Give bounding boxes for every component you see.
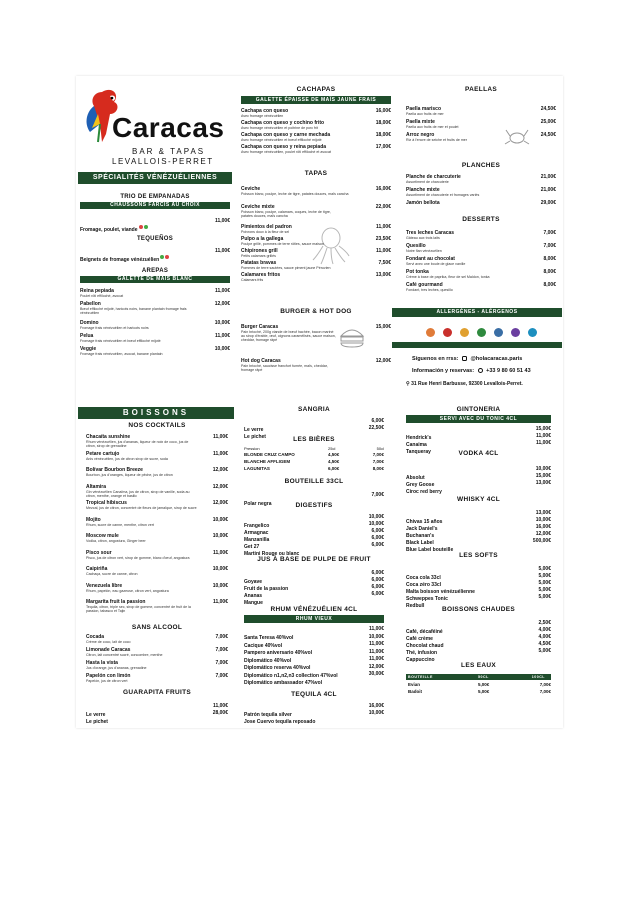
menu-item: [86, 634, 228, 644]
item-name: Tropical hibiscus: [86, 500, 127, 506]
item-desc: Tequila, citron, triple sec, sirop de gomme, concentré de fruit de la passion, tabasco et Tajin: [86, 605, 191, 613]
item-desc: Gin vénézuélien Canaïma, jus de citron, sirop de vanille, soda au citron, menthe, orange et basilic: [86, 489, 190, 498]
menu-item: Fromage, poulet, viande 11,00€: [80, 218, 230, 233]
band-boissons: BOISSONS: [78, 407, 234, 419]
item-price: 11,00€: [368, 648, 384, 655]
item-name: Margarita fruit la passion: [86, 599, 146, 605]
menu-item: [244, 671, 384, 689]
brand-name: Caracas: [112, 112, 225, 143]
planches-title: PLANCHES: [461, 162, 501, 169]
allergen-icons: [406, 324, 556, 342]
bouteille-title: BOUTEILLE 33CL: [284, 478, 344, 485]
vodka-title: VODKA 4CL: [458, 450, 499, 457]
item-name: Mangue: [244, 600, 263, 606]
menu-item: Reina pepiada 11,00€ Poulet rôti effiloché, avocat: [80, 288, 230, 298]
eaux-header: BOUTEILLE 50CL 100CL: [406, 674, 551, 680]
item-price: 7,00€: [215, 647, 228, 653]
item-name: Chocolat chaud: [406, 643, 444, 649]
sansalcool-title: SANS ALCOOL: [131, 624, 183, 631]
tapas-title: TAPAS: [304, 170, 328, 177]
menu-item: Ceviche mixte 22,00€ Poisson blanc, poulpe, calamars, coques, leche de tigre, patates douces, maïs cancha: [241, 204, 391, 218]
burger-title: BURGER & HOT DOG: [280, 308, 352, 315]
menu-item: Calamares fritos 13,00€ Calamars frits: [241, 272, 391, 282]
menu-item: Le verre 11,00€: [86, 703, 228, 718]
menu-item: Le pichet 28,00€: [86, 710, 228, 725]
menu-item: [86, 673, 228, 683]
item-desc: Mezcal, jus de citron, concentré de fleurs de jamaïque, sirop de sucre: [86, 506, 197, 510]
menu-item: Chipirones grill 11,00€ Petits calamars grillés: [241, 248, 391, 258]
menu-item: Pulpo a la gallega 23,50€ Poulpe grillé, pommes de terre rôties, sauce maison: [241, 236, 391, 246]
arepas-band: GALETTE DE MAÏS BLANC: [80, 276, 230, 283]
item-name: Altamira: [86, 483, 107, 490]
item-name: Petare cartujo: [86, 450, 120, 457]
item-price: 10,00€: [535, 466, 551, 472]
menu-item: Pabellon 12,00€ Bœuf effiloché mijoté, haricots noirs, banane plantain fromage frais vénézuélien: [80, 301, 230, 315]
address: 31 Rue Henri Barbusse, 92300 Levallois-Perret.: [411, 381, 523, 387]
social-line: [412, 356, 522, 362]
item-name: Buchanan's: [406, 533, 435, 539]
menu-item: Polar negra 7,00€: [244, 492, 384, 507]
item-name: Jack Daniel's: [406, 526, 438, 532]
item-name: Chacaíta sunshine: [86, 434, 131, 440]
menu-item: [86, 566, 228, 576]
menu-sheet: Caracas BAR & TAPAS LEVALLOIS-PERRET SPÉCIALITÉS VÉNÉZUÉLIENNES TRIO DE EMPANADAS CHAUSSONS FARCIS AU CHOIX Fromage, poulet, viande 11,00€ TEQUEÑOS Beignets de fromage vénézuélien 11,00€ AREPAS GALETTE DE MAÏS BLANC Reina pepiada 11,00€ Poulet rôti effiloché, avocat Pabellon 12,00€ Bœuf effiloché mijoté, haricots noirs, banane plantain fromage frais vénézuélien Domino 10,00€ Fromage frais vénézuélien et haricots noirs Pelua 11,00€ Fromage frais vénézuélien et bœuf effiloché mijoté Veggie 10,00€ Fromage frais vénézuélien, avocat, banane plantain CACHAPAS GALETTE ÉPAISSE DE MAÏS JAUNE FRAIS Cachapa con queso 16,00€ Avec fromage vénézuélien Cachapa con queso y cochino frito 18,00€ Avec fromage vénézuélien et poitrine de porc frit Cachapa con queso y carne mechada 18,00€ Avec fromage vénézuélien et bœuf effiloché mijoté Cachapa con queso y reina pepiada 17,00€ Avec fromage vénézuélien, poulet rôti effiloché et avocat TAPAS Ceviche 16,00€ Poisson blanc, poulpe, leche de tigre, patates douces, maïs cancha Ceviche mixte 22,00€ Poisson blanc, poulpe, calamars, coques, leche de tigre, patates douces, maïs cancha Pimientos del padron 11,00€ Poivrons doux à la fleur de sel Pulpo a la gallega 23,50€ Poulpe grillé, pommes de terre rôties, sauce maison Chipirones grill 11,00€ Petits calamars grillés Patatas bravas 7,50€ Pommes de terre sautées, sauce piment jaune Péruvien Calamares fritos 13,00€ Calamars frits BURGER & HOT DOG Burger Caracas 15,00€ Pain brioché, 200g viande de bœuf hachée, bacon mariné au sirop d'érable, œuf, oignons caramélisés, sauce maison, cheddar, fromage râpé Hot dog Caracas 12,00€ Pain brioché, saucisse francfort fumée, maïs, cheddar, fromage râpé PAELLAS Paella marisco 24,50€ Paella aux fruits de mer Paella mixte 25,00€ Paella aux fruits de mer et poulet Arroz negro 24,50€ Riz à l'encre de seiche et fruits de mer PLANCHES Planche de charcuterie 21,00€ Assortiment de charcuterie Planche mixte 21,00€ Assortiment de charcuterie et fromages variés Jamón bellota 29,00€ DESSERTS Tres leches Caracas 7,00€ Gâteau aux trois laits Quesillo 7,00€ Notre flan vénézuélien Fondant au chocolat 8,00€ Servi avec une boule de glace vanille Pot tonka 8,00€ Crème à base de paprika, fleur de sel Maldon, tonka Café gourmand 8,00€ Fondant, tres leches, quesillo ALLERGÈNES - ALÉRGENOS Síguenos en rrss: @holacaracas.paris Información y reservas: +33 9 80 60 51 43 ⚲ 31 Rue Henri Barbusse, 92300 Levallois-Perret. BOISSONS NOS COCKTAILS Chacaíta sunshine 11,00€ Rhum vénézuélien, jus d'ananas, liqueur de noix de coco, jus de citron, sirop de grenadine Petare cartujo 11,00€ Anis vénézuélien, jus de citron sirop de sucre, soda Bolívar Bourbon Breeze 12,00€ Bourbon, jus d'oranges, liqueur de pêche, jus de citron Altamira 12,00€ Gin vénézuélien Canaïma, jus de citron, sirop de vanille, soda au citron, menthe, orange et basilic Tropical hibiscus 12,00€ Mezcal, jus de citron, concentré de fleurs de jamaïque, sirop de sucre Mojito 10,00€ Rhum, sucre de canne, menthe, citron vert Moscow mule 10,00€ Vodka, citron, angostura, Ginger beer Pisco sour 11,00€ Pisco, jus de citron vert, sirop de gomme, blanc d'œuf, angostura Caipiriña 10,00€ Cachaça, sucre de canne, citron Venezuela libre 10,00€ Rhum, papelón, eau gazeuse, citron vert, angostura Margarita fruit la passion 11,00€ Tequila, citron, triple sec, sirop de gomme, concentré de fruit de la passion, tabasco et Tajin SANS ALCOOL Cocada 7,00€ Crème de coco, lait de coco Limonade Caracas 7,00€ Citron, lait concentré sucré, concombre, menthe Hasta la vista 7,00€ Jus d'orange, jus d'ananas, grenadine Papelón con limón 7,00€ Papelón, jus de citron vert GUARAPITA FRUITS Le verre 11,00€ Le pichet 28,00€ SANGRIA Le verre 6,00€ Le pichet 22,50€ LES BIÈRES Pression 25cl 50cl BLONDE CRUZ CAMPO 4,50€ 7,00€ BLANCHE AFFLIGEM 4,50€ 7,00€ LAGUNITAS 6,00€ 8,00€ BOUTEILLE 33CL Polar negra 7,00€ DIGESTIFS Frangelico 10,00€ Armagnac 10,00€ Manzanilla 6,00€ Get 27 6,00€ Martini Rouge ou blanc 6,00€ JUS À BASE DE PULPE DE FRUIT Goyave 6,00€ Fruit de la passion 6,00€ Ananas 6,00€ Mangue 6,00€ RHUM VÉNÉZUÉLIEN 4CL RHUM VIEUX Santa Teresa 40%vol 11,00€ Cacique 40%vol 10,00€ Pampero aniversario 40%vol 11,00€ Diplomático 40%vol 11,00€ Diplomático reserva 40%vol 11,00€ Diplomático n1,n2,n3 collection 47%vol 12,00€ Diplomático ambassador 47%vol 30,00€ TEQUILA 4CL Patrón tequila silver 16,00€ Jose Cuervo tequila reposado 10,00€ GINTONERIA SERVI AVEC DU TONIC 4CL Hendrick's 15,00€ Canaima 11,00€ Tanqueray 11,00€ VODKA 4CL Absolut 10,00€ Grey Goose 15,00€ Ciroc red berry 13,00€ WHISKY 4CL Chivas 15 años 13,00€ Jack Daniel's 10,00€ Buchanan's 16,00€ Black Label 12,00€ Blue Label bouteille 500,00€ LES SOFTS Coca cola 33cl 5,00€ Coca zéro 33cl 5,00€ Malta boisson vénézuélienne 5,00€ Schweppes Tonic 5,00€ Redbull 5,00€ BOISSONS CHAUDES Café, décaféiné 2,50€ Café crème 4,00€ Chocolat chaud 4,00€ Thé, infusion 4,50€ Cappuccino 5,00€ LES EAUX BOUTEILLE 50CL 100CL Evian 5,00€ 7,00€ Badoit 5,00€ 7,00€: [76, 76, 563, 728]
item-name: Redbull: [406, 603, 425, 609]
item-price: 6,00€: [371, 577, 384, 583]
eaux-title: LES EAUX: [461, 662, 496, 669]
menu-item: [86, 550, 228, 560]
menu-item: Planche mixte 21,00€ Assortiment de charcuterie et fromages variés: [406, 187, 556, 197]
item-name: Ananas: [244, 593, 263, 599]
item-price: 5,00€: [538, 573, 551, 579]
item-price: 11,00€: [212, 549, 228, 556]
menu-item: Ceviche 16,00€ Poisson blanc, poulpe, leche de tigre, patates douces, maïs cancha: [241, 186, 391, 196]
menu-item: Patatas bravas 7,50€ Pommes de terre sautées, sauce piment jaune Péruvien: [241, 260, 391, 270]
item-price: 5,00€: [538, 566, 551, 572]
menu-item: [86, 484, 228, 498]
whatsapp-icon: [478, 368, 483, 373]
item-desc: Jus d'orange, jus d'ananas, grenadine: [86, 666, 147, 670]
octopus-icon: [311, 226, 351, 266]
item-price: 10,00€: [212, 516, 228, 523]
menu-item: [86, 599, 228, 613]
menu-item: Quesillo 7,00€ Notre flan vénézuélien: [406, 243, 556, 253]
softs-title: LES SOFTS: [459, 552, 498, 559]
item-price: 10,00€: [212, 582, 228, 589]
location-icon: ⚲: [406, 381, 410, 387]
menu-item: Burger Caracas 15,00€ Pain brioché, 200g viande de bœuf hachée, bacon mariné au sirop d'érable, œuf, oignons caramélisés, sauce maison, cheddar, fromage râpé: [241, 324, 391, 342]
item-name: Get 27: [244, 544, 260, 550]
menu-item: Paella marisco 24,50€ Paella aux fruits de mer: [406, 106, 556, 116]
item-name: Cacique 40%vol: [244, 642, 283, 649]
brand-city: LEVALLOIS-PERRET: [112, 157, 214, 166]
menu-item: Jamón bellota 29,00€: [406, 200, 556, 206]
info-label: Información y reservas:: [412, 368, 475, 374]
menu-item: Cachapa con queso 16,00€ Avec fromage vénézuélien: [241, 108, 391, 118]
item-name: Hasta la vista: [86, 660, 118, 666]
item-desc: Crème de coco, lait de coco: [86, 640, 131, 644]
item-name: Limonade Caracas: [86, 647, 131, 653]
item-name: Malta boisson vénézuélienne: [406, 589, 475, 595]
whisky-title: WHISKY 4CL: [457, 496, 500, 503]
allergen-icon: [426, 328, 435, 337]
social-handle[interactable]: @holacaracas.paris: [470, 356, 523, 362]
item-name: Chivas 15 años: [406, 519, 443, 525]
allergenes-band: ALLERGÈNES - ALÉRGENOS: [392, 308, 562, 317]
menu-item: [86, 451, 228, 461]
item-price: 30,00€: [368, 671, 384, 677]
menu-item: Jose Cuervo tequila reposado 10,00€: [244, 710, 384, 725]
item-price: 10,00€: [368, 633, 384, 640]
item-price: 16,00€: [535, 524, 551, 530]
item-name: Bolívar Bourbon Breeze: [86, 467, 143, 473]
item-price: 11,00€: [212, 450, 228, 457]
menu-item: [86, 500, 228, 510]
guarapita-title: GUARAPITA FRUITS: [123, 689, 191, 696]
menu-item: [86, 647, 228, 657]
item-price: 4,50€: [538, 641, 551, 647]
menu-item: Cachapa con queso y reina pepiada 17,00€ Avec fromage vénézuélien, poulet rôti effiloché et avocat: [241, 144, 391, 154]
item-name: Diplomático reserva 40%vol: [244, 665, 311, 671]
band-specialites: SPÉCIALITÉS VÉNÉZUÉLIENNES: [78, 172, 232, 184]
allergen-icon: [528, 328, 537, 337]
item-price: 13,00€: [535, 510, 551, 516]
item-name: Cappuccino: [406, 657, 435, 663]
item-name: Moscow mule: [86, 533, 119, 539]
item-name: Café crème: [406, 636, 433, 642]
item-name: Venezuela libre: [86, 582, 123, 589]
item-price: 12,00€: [535, 531, 551, 537]
item-price: 5,00€: [538, 580, 551, 586]
burger-icon: [339, 326, 365, 348]
chaudes-title: BOISSONS CHAUDES: [441, 606, 516, 613]
empanadas-title: TRIO DE EMPANADAS: [120, 194, 190, 200]
menu-item: Pot tonka 8,00€ Crème à base de paprika, fleur de sel Maldon, tonka: [406, 269, 556, 279]
item-price: 7,00€: [215, 634, 228, 640]
arepas-title: AREPAS: [141, 268, 169, 274]
item-price: 11,00€: [368, 641, 384, 647]
item-desc: Citron, lait concentré sucré, concombre, menthe: [86, 653, 163, 657]
item-price: 6,00€: [371, 591, 384, 597]
menu-item: [86, 533, 228, 543]
item-price: 6,00€: [371, 528, 384, 534]
allergen-icon: [443, 328, 452, 337]
item-price: 5,00€: [538, 587, 551, 593]
allergen-icon: [511, 328, 520, 337]
item-price: 12,00€: [212, 483, 228, 490]
item-price: 11,00€: [535, 433, 551, 439]
item-price: 10,00€: [535, 517, 551, 523]
menu-item: Planche de charcuterie 21,00€ Assortiment de charcuterie: [406, 174, 556, 184]
item-price: 7,00€: [215, 673, 228, 679]
item-price: 15,00€: [535, 426, 551, 432]
item-name: Diplomático n1,n2,n3 collection 47%vol: [244, 672, 338, 679]
item-name: Thé, infusion: [406, 650, 438, 656]
item-name: Absolut: [406, 475, 425, 481]
item-price: 12,00€: [212, 467, 228, 473]
item-desc: Rhum, papelón, eau gazeuse, citron vert, angostura: [86, 588, 169, 593]
item-name: Diplomático ambassador 47%vol: [244, 680, 323, 686]
item-name: Santa Teresa 40%vol: [244, 635, 294, 641]
item-name: Pisco sour: [86, 549, 112, 556]
tequila-title: TEQUILA 4CL: [291, 691, 337, 698]
phone-number[interactable]: +33 9 80 60 51 43: [486, 368, 531, 374]
item-name: Tanqueray: [406, 449, 431, 455]
item-name: Coca zéro 33cl: [406, 582, 442, 588]
menu-item: [86, 467, 228, 477]
item-price: 15,00€: [535, 473, 551, 479]
item-price: 11,00€: [535, 440, 551, 446]
menu-item: Le pichet 22,50€: [244, 425, 384, 440]
item-name: Mojito: [86, 516, 101, 523]
item-price: 4,00€: [538, 634, 551, 640]
item-name: Pampero aniversario 40%vol: [244, 650, 313, 656]
item-price: 10,00€: [212, 533, 228, 539]
allergen-icon: [494, 328, 503, 337]
item-price: 10,00€: [368, 521, 384, 527]
menu-item: Veggie 10,00€ Fromage frais vénézuélien, avocat, banane plantain: [80, 346, 230, 356]
item-name: Armagnac: [244, 530, 269, 536]
desserts-title: DESSERTS: [462, 216, 500, 223]
item-price: 11,00€: [368, 656, 384, 662]
item-price: 10,00€: [368, 514, 384, 520]
item-name: Canaima: [406, 442, 427, 448]
logo: [82, 84, 227, 166]
item-name: Hendrick's: [406, 435, 432, 441]
menu-item: Beignets de fromage vénézuélien 11,00€: [80, 248, 230, 263]
item-name: Manzanilla: [244, 537, 270, 543]
item-desc: Pisco, jus de citron vert, sirop de gomme, blanc d'œuf, angostura: [86, 555, 190, 560]
item-price: 2,50€: [538, 620, 551, 626]
item-price: 11,00€: [368, 626, 384, 632]
item-desc: Anis vénézuélien, jus de citron sirop de sucre, soda: [86, 456, 168, 461]
item-name: Café, décaféiné: [406, 629, 443, 635]
item-name: Ciroc red berry: [406, 489, 442, 495]
menu-item: Pelua 11,00€ Fromage frais vénézuélien et bœuf effiloché mijoté: [80, 333, 230, 343]
item-price: 10,00€: [212, 566, 228, 572]
menu-item: Domino 10,00€ Fromage frais vénézuélien et haricots noirs: [80, 320, 230, 330]
item-price: 5,00€: [538, 594, 551, 600]
instagram-icon: [462, 356, 467, 361]
item-name: Caipiriña: [86, 566, 108, 572]
brand-sub: BAR & TAPAS: [132, 147, 206, 156]
paellas-title: PAELLAS: [465, 86, 497, 93]
menu-item: Patrón tequila silver 16,00€: [244, 703, 384, 718]
menu-item: Pimientos del padron 11,00€ Poivrons doux à la fleur de sel: [241, 224, 391, 234]
item-desc: Papelón, jus de citron vert: [86, 679, 128, 683]
item-price: 4,00€: [538, 627, 551, 633]
item-price: 6,00€: [371, 584, 384, 590]
item-name: Frangelico: [244, 523, 270, 529]
item-price: 500,00€: [532, 538, 551, 544]
allergen-icon: [460, 328, 469, 337]
menu-item: Tres leches Caracas 7,00€ Gâteau aux trois laits: [406, 230, 556, 240]
item-price: 6,00€: [371, 570, 384, 576]
item-desc: Rhum vénézuélien, jus d'ananas, liqueur de noix de coco, jus de citron, sirop de grenadine: [86, 440, 189, 448]
item-name: Schweppes Tonic: [406, 596, 448, 602]
item-name: Cocada: [86, 634, 105, 640]
item-price: 11,00€: [212, 434, 228, 440]
jus-title: JUS À BASE DE PULPE DE FRUIT: [257, 556, 371, 563]
menu-item: [86, 517, 228, 527]
info-line: [412, 368, 531, 374]
menu-item: Le verre 6,00€: [244, 418, 384, 433]
item-price: 12,00€: [212, 500, 228, 506]
rhum-title: RHUM VÉNÉZUÉLIEN 4CL: [270, 606, 358, 613]
gin-title: GINTONERIA: [456, 406, 501, 413]
menu-item: Arroz negro 24,50€ Riz à l'encre de seiche et fruits de mer: [406, 132, 556, 142]
cocktails-title: NOS COCKTAILS: [128, 422, 186, 429]
gin-band: SERVI AVEC DU TONIC 4CL: [406, 415, 551, 423]
social-label: Síguenos en rrss:: [412, 356, 459, 362]
item-desc: Bourbon, jus d'oranges, liqueur de pêche, jus de citron: [86, 473, 173, 477]
item-price: 6,00€: [371, 542, 384, 548]
item-name: Blue Label bouteille: [406, 547, 454, 553]
item-price: 11,00€: [212, 599, 228, 605]
item-price: 7,00€: [215, 660, 228, 666]
menu-item: Paella mixte 25,00€ Paella aux fruits de mer et poulet: [406, 119, 556, 129]
item-name: Grey Goose: [406, 482, 435, 488]
menu-item: [86, 660, 228, 670]
item-name: Black Label: [406, 540, 434, 546]
menu-item: Fondant au chocolat 8,00€ Servi avec une boule de glace vanille: [406, 256, 556, 266]
item-name: Diplomático 40%vol: [244, 657, 292, 664]
item-price: 6,00€: [371, 535, 384, 541]
digestifs-title: DIGESTIFS: [295, 502, 333, 509]
cachapas-title: CACHAPAS: [296, 86, 336, 93]
menu-item: Hot dog Caracas 12,00€ Pain brioché, saucisse francfort fumée, maïs, cheddar, fromage râpé: [241, 358, 391, 372]
item-name: Goyave: [244, 579, 263, 585]
item-price: 12,00€: [368, 663, 384, 670]
item-desc: Vodka, citron, angostura, Ginger beer: [86, 539, 146, 543]
empanadas-band: CHAUSSONS FARCIS AU CHOIX: [80, 202, 230, 209]
item-price: 13,00€: [535, 480, 551, 486]
item-desc: Cachaça, sucre de canne, citron: [86, 572, 138, 576]
menu-item: [86, 434, 228, 448]
address-line: [406, 381, 523, 387]
menu-item: Café gourmand 8,00€ Fondant, tres leches, quesillo: [406, 282, 556, 292]
tequenos-title: TEQUEÑOS: [136, 236, 174, 242]
menu-item: [86, 583, 228, 593]
rhum-band: RHUM VIEUX: [244, 615, 384, 623]
divider: [392, 342, 562, 348]
crab-icon: [504, 128, 530, 146]
item-name: Martini Rouge ou blanc: [244, 551, 300, 557]
item-price: 5,00€: [538, 648, 551, 654]
cachapas-band: GALETTE ÉPAISSE DE MAÏS JAUNE FRAIS: [241, 96, 391, 104]
allergen-icon: [477, 328, 486, 337]
menu-item: Cachapa con queso y carne mechada 18,00€ Avec fromage vénézuélien et bœuf effiloché mijoté: [241, 132, 391, 142]
menu-item: Cachapa con queso y cochino frito 18,00€ Avec fromage vénézuélien et poitrine de porc frit: [241, 120, 391, 130]
item-name: Papelón con limón: [86, 673, 131, 679]
item-name: Coca cola 33cl: [406, 575, 441, 581]
item-desc: Rhum, sucre de canne, menthe, citron vert: [86, 522, 154, 527]
bieres-title: LES BIÈRES: [293, 436, 335, 443]
item-name: Fruit de la passion: [244, 586, 289, 592]
sangria-title: SANGRIA: [297, 406, 331, 413]
